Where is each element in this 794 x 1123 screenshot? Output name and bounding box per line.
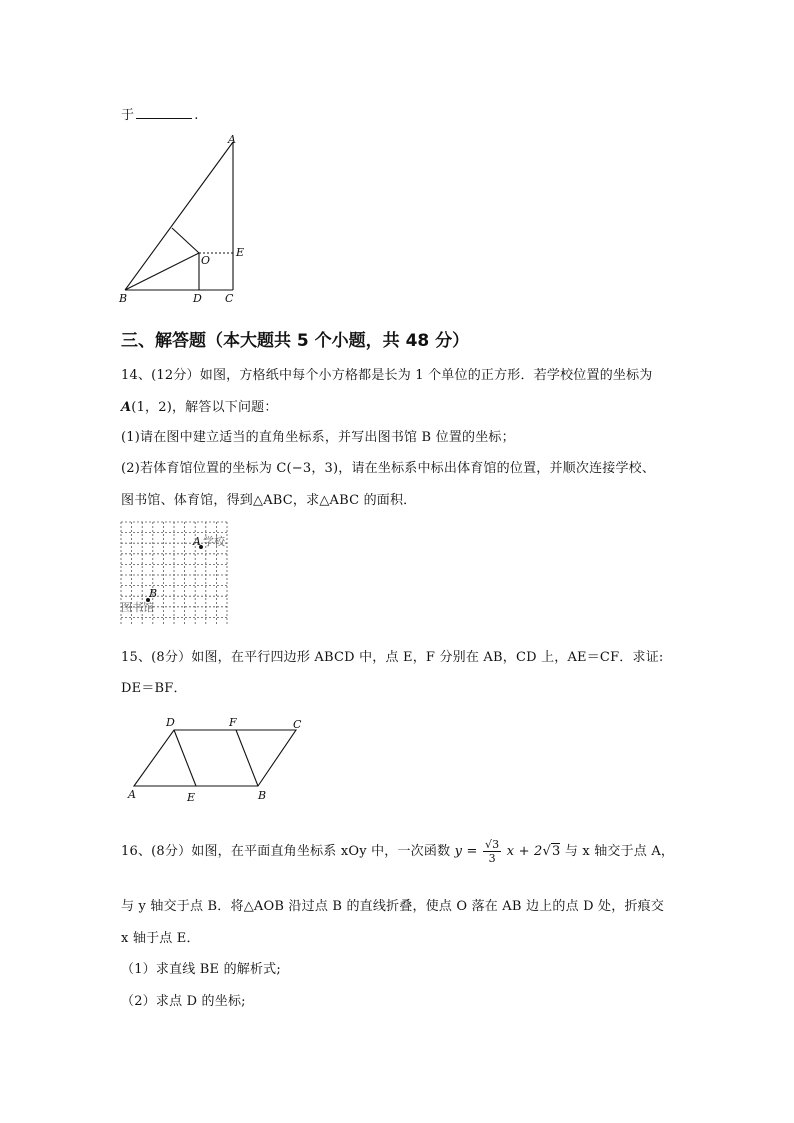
q16-line-1: 16、(8分）如图，在平面直角坐标系 xOy 中，一次函数 y = $\frac{√3}{3}$ x + 2√3 与 x 轴交于点 A， — [121, 838, 675, 865]
label-a: A — [228, 133, 236, 146]
segment-ba — [125, 142, 233, 290]
q15-line-1: 15、(8分）如图，在平行四边形 ABCD 中，点 E，F 分别在 AB，CD 上，AE＝CF．求证: — [121, 650, 664, 665]
q15-figure — [124, 712, 314, 807]
q15-line-2: DE＝BF． — [121, 681, 187, 696]
label-d: D — [166, 716, 175, 729]
q13-suffix: . — [194, 108, 199, 123]
segment-fb — [236, 730, 258, 786]
q14-line-2 — [121, 396, 278, 415]
eq-fraction — [483, 838, 501, 865]
q14-line-1: 14、(12分）如图，方格纸中每个小方格都是长为 1 个单位的正方形．若学校位置的坐标为 — [121, 368, 653, 383]
eq-sqrt: 3 — [551, 844, 561, 859]
label-e: E — [236, 246, 245, 259]
label-f: F — [229, 716, 237, 729]
q13-answer-line — [121, 104, 199, 123]
grid-label-a: A — [193, 535, 201, 548]
label-a: A — [128, 788, 136, 801]
eq-numerator: √3 — [484, 838, 500, 851]
grid-label-library: 图书馆 — [121, 601, 154, 614]
q16-part-1: （1）求直线 BE 的解析式; — [121, 962, 281, 977]
eq-denominator: 3 — [488, 852, 496, 865]
q14-line-2-rest: (1，2)，解答以下问题： — [131, 400, 278, 415]
q14-part-2-cont: 图书馆、体育馆，得到△ABC，求△ABC 的面积． — [121, 493, 417, 508]
grid-label-school: 学校 — [203, 535, 225, 548]
q14-grid — [121, 522, 231, 628]
parallelogram-abcd — [134, 730, 296, 786]
q16-part-2: （2）求点 D 的坐标; — [121, 994, 246, 1009]
eq-y: y = — [454, 844, 478, 859]
q14-part-1: (1)请在图中建立适当的直角坐标系，并写出图书馆 B 位置的坐标； — [121, 430, 515, 445]
label-b: B — [119, 292, 128, 305]
q14-part-2: (2)若体育馆位置的坐标为 C(−3，3)，请在坐标系中标出体育馆的位置，并顺次连接学校、 — [121, 461, 656, 476]
label-c: C — [225, 292, 234, 305]
label-d: D — [193, 292, 202, 305]
q13-figure — [115, 132, 265, 308]
grid-label-b: B — [149, 587, 158, 600]
label-e: E — [187, 791, 196, 804]
q16-intro: 16、(8分）如图，在平面直角坐标系 xOy 中，一次函数 — [121, 844, 451, 859]
segment-o-perp — [172, 228, 199, 253]
segment-de — [174, 730, 196, 786]
section-heading: 三、解答题（本大题共 5 个小题，共 48 分） — [121, 331, 470, 351]
answer-blank[interactable] — [136, 106, 192, 119]
q16-intro-end: 与 x 轴交于点 A， — [564, 844, 675, 859]
q13-prefix: 于 — [121, 108, 135, 123]
label-b: B — [258, 789, 267, 802]
q16-line-2: 与 y 轴交于点 B．将△AOB 沿过点 B 的直线折叠，使点 O 落在 AB 边上的点 D 处，折痕交 — [121, 899, 665, 914]
eq-mid: x + 2 — [506, 844, 543, 859]
label-o: O — [201, 254, 211, 267]
q14-point-a: A — [121, 400, 132, 415]
q16-line-3: x 轴于点 E． — [121, 931, 200, 946]
segment-bo — [125, 253, 199, 290]
label-c: C — [293, 718, 302, 731]
